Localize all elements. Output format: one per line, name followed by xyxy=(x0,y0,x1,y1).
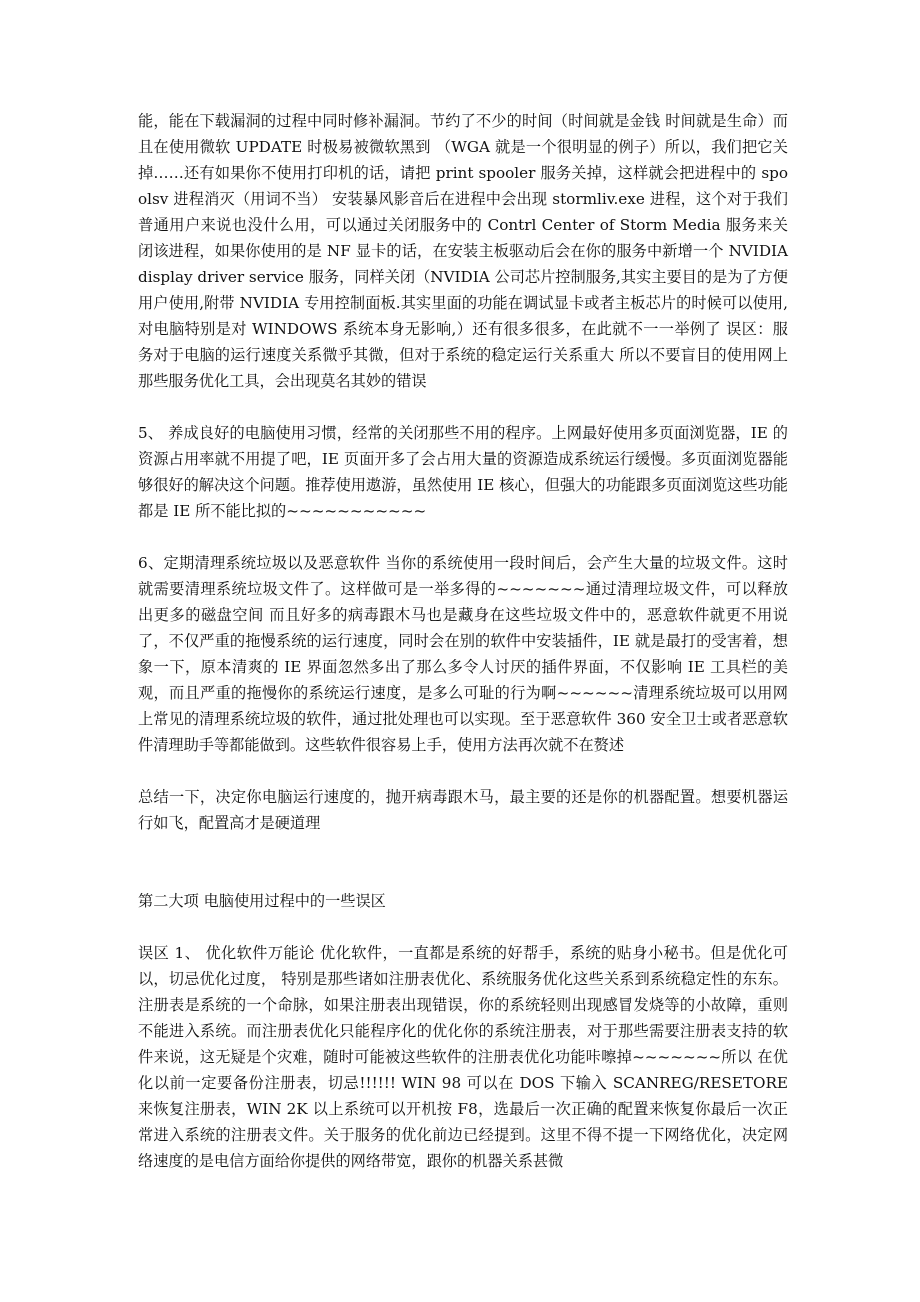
paragraph-services: 能，能在下载漏洞的过程中同时修补漏洞。节约了不少的时间（时间就是金钱 时间就是生命）而且在使用微软 UPDATE 时极易被微软黑到 （WGA 就是一个很明显的例子）所以，我们把它关掉……还有如果你不使用打印机的话，请把 print spooler 服务关掉，这样就会把进程中的 spoolsv 进程消灭（用词不当） 安装暴风影音后在进程中会出现 stormliv.exe 进程，这个对于我们普通用户来说也没什么用，可以通过关闭服务中的 Contrl Center of Storm Media 服务来关闭该进程，如果你使用的是 NF 显卡的话，在安装主板驱动后会在你的服务中新增一个 NVIDIA display driver service 服务，同样关闭（NVIDIA 公司芯片控制服务,其实主要目的是为了方便用户使用,附带 NVIDIA 专用控制面板.其实里面的功能在调试显卡或者主板芯片的时候可以使用,对电脑特别是对 WINDOWS 系统本身无影响,）还有很多很多，在此就不一一举例了 误区：服务对于电脑的运行速度关系微乎其微，但对于系统的稳定运行关系重大 所以不要盲目的使用网上那些服务优化工具，会出现莫名其妙的错误 xyxy=(138,112,788,390)
paragraph-summary: 总结一下，决定你电脑运行速度的，抛开病毒跟木马，最主要的还是你的机器配置。想要机器运行如飞，配置高才是硬道理 xyxy=(138,788,788,832)
paragraph-gap xyxy=(138,524,788,550)
paragraph-tip-5: 5、 养成良好的电脑使用习惯，经常的关闭那些不用的程序。上网最好使用多页面浏览器，IE 的资源占用率就不用提了吧，IE 页面开多了会占用大量的资源造成系统运行缓慢。多页面浏览器能够很好的解决这个问题。推荐使用遨游，虽然使用 IE 核心，但强大的功能跟多页面浏览这些功能都是 IE 所不能比拟的~~~~~~~~~~~ xyxy=(138,424,788,520)
section-gap xyxy=(138,836,788,888)
paragraph-gap xyxy=(138,758,788,784)
paragraph-tip-6: 6、定期清理系统垃圾以及恶意软件 当你的系统使用一段时间后，会产生大量的垃圾文件。这时就需要清理系统垃圾文件了。这样做可是一举多得的~~~~~~~通过清理垃圾文件，可以释放出更多的磁盘空间 而且好多的病毒跟木马也是藏身在这些垃圾文件中的，恶意软件就更不用说了，不仅严重的拖慢系统的运行速度，同时会在别的软件中安装插件，IE 就是最打的受害着，想象一下，原本清爽的 IE 界面忽然多出了那么多令人讨厌的插件界面，不仅影响 IE 工具栏的美观，而且严重的拖慢你的系统运行速度，是多么可耻的行为啊~~~~~~清理系统垃圾可以用网上常见的清理系统垃圾的软件，通过批处理也可以实现。至于恶意软件 360 安全卫士或者恶意软件清理助手等都能做到。这些软件很容易上手，使用方法再次就不在赘述 xyxy=(138,554,788,754)
paragraph-gap xyxy=(138,914,788,940)
paragraph-gap xyxy=(138,394,788,420)
section-heading: 第二大项 电脑使用过程中的一些误区 xyxy=(138,892,386,910)
document-page xyxy=(138,108,788,1174)
paragraph-myth-1: 误区 1、 优化软件万能论 优化软件，一直都是系统的好帮手，系统的贴身小秘书。但是优化可以，切忌优化过度， 特别是那些诸如注册表优化、系统服务优化这些关系到系统稳定性的东东。注册表是系统的一个命脉，如果注册表出现错误，你的系统轻则出现感冒发烧等的小故障，重则不能进入系统。而注册表优化只能程序化的优化你的系统注册表，对于那些需要注册表支持的软件来说，这无疑是个灾难，随时可能被这些软件的注册表优化功能咔嚓掉~~~~~~~所以 在优化以前一定要备份注册表，切忌!!!!!! WIN 98 可以在 DOS 下输入 SCANREG/RESETORE 来恢复注册表，WIN 2K 以上系统可以开机按 F8，选最后一次正确的配置来恢复你最后一次正常进入系统的注册表文件。关于服务的优化前边已经提到。这里不得不提一下网络优化，决定网络速度的是电信方面给你提供的网络带宽，跟你的机器关系甚微 xyxy=(138,944,788,1170)
